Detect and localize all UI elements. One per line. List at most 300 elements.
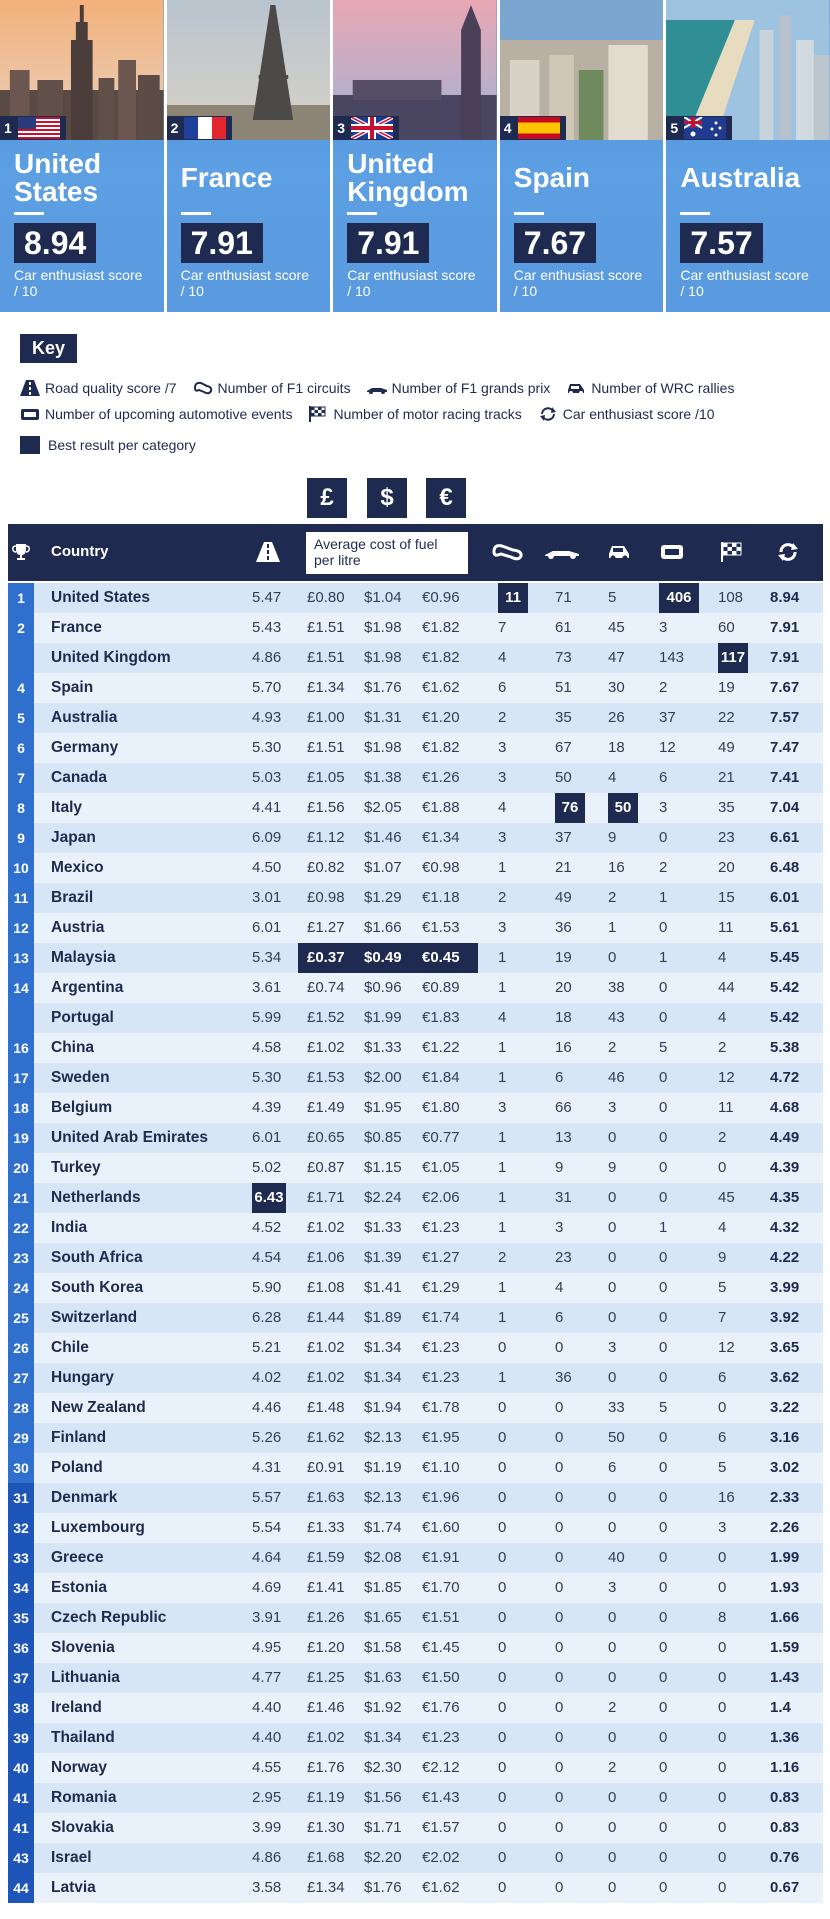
road-quality-cell: 4.50 [252,859,282,876]
tracks-cell: 108 [718,589,744,606]
fuel-eur-cell: €1.51 [422,1609,460,1626]
road-quality-cell: 4.31 [252,1459,282,1476]
f1-circuits-cell: 1 [498,1219,507,1236]
table-row [8,1333,823,1363]
score-cell: 0.83 [770,1789,800,1806]
fuel-gbp-cell: £1.02 [307,1339,345,1356]
country-cell: Chile [51,1339,89,1356]
score-cell: 3.62 [770,1369,800,1386]
pound-currency-label: £ [307,478,347,518]
wrc-rallies-cell: 2 [608,889,617,906]
road-quality-cell: 4.95 [252,1639,282,1656]
key-label: Number of F1 grands prix [391,380,551,396]
wrc-rallies-cell: 9 [608,829,617,846]
wrc-rallies-cell: 16 [608,859,625,876]
card-score-label: Car enthusiast score / 10 [680,267,809,299]
wrc-rallies-cell: 3 [608,1579,617,1596]
road-quality-cell: 4.58 [252,1039,282,1056]
f1-grands-prix-cell: 21 [555,859,572,876]
table-row [8,883,823,913]
tracks-cell: 6 [718,1429,727,1446]
wrc-rallies-cell: 0 [608,1519,617,1536]
fuel-usd-cell: $1.33 [364,1039,402,1056]
country-cell: Switzerland [51,1309,138,1326]
table-row [8,913,823,943]
events-cell: 0 [659,1819,668,1836]
tracks-cell: 20 [718,859,735,876]
wrc-rallies-cell: 6 [608,1459,617,1476]
fuel-eur-cell: €1.82 [422,619,460,636]
f1-grands-prix-cell: 31 [555,1189,572,1206]
wrc-rallies-cell: 2 [608,1759,617,1776]
f1-grands-prix-cell: 0 [555,1459,564,1476]
f1-grands-prix-cell: 0 [555,1729,564,1746]
fuel-eur-cell: €1.50 [422,1669,460,1686]
rank-cell: 30 [8,1453,34,1483]
card-united-states [0,0,164,312]
f1-circuits-cell: 0 [498,1759,507,1776]
fuel-eur-cell: €1.62 [422,679,460,696]
score-cell: 5.42 [770,979,800,996]
underline-divider [680,212,710,215]
fuel-eur-cell: €1.26 [422,769,460,786]
f1-circuits-cell: 1 [498,1279,507,1296]
wrc-rallies-cell: 4 [608,769,617,786]
fuel-eur-cell: €1.23 [422,1339,460,1356]
tracks-cell: 44 [718,979,735,996]
table-row [8,943,823,973]
key-label: Road quality score /7 [45,380,177,396]
wrc-rallies-cell: 0 [608,1489,617,1506]
tracks-cell: 23 [718,829,735,846]
fuel-gbp-cell: £1.51 [307,739,345,756]
country-cell: Brazil [51,889,94,906]
tracks-cell: 60 [718,619,735,636]
f1-circuits-cell: 2 [498,709,507,726]
tracks-cell: 0 [718,1729,727,1746]
table-row [8,793,823,823]
score-cell: 6.61 [770,829,800,846]
rank-number: 5 [670,120,679,136]
fuel-gbp-cell: £1.02 [307,1039,345,1056]
rank-cell: 39 [8,1723,34,1753]
country-cell: Canada [51,769,107,786]
f1-circuits-cell: 0 [498,1399,507,1416]
tracks-cell: 9 [718,1249,727,1266]
score-cell: 7.91 [770,649,800,666]
tracks-cell: 0 [718,1579,727,1596]
fuel-eur-cell: €0.89 [422,979,460,996]
score-cell: 0.67 [770,1879,800,1896]
road-quality-cell: 5.54 [252,1519,282,1536]
rank-cell: 24 [8,1273,34,1303]
tracks-cell: 35 [718,799,735,816]
fuel-usd-cell: $1.19 [364,1459,402,1476]
wrc-rallies-cell: 0 [608,1879,617,1896]
score-cell: 2.26 [770,1519,800,1536]
country-cell: France [51,619,102,636]
f1-circuits-cell: 0 [498,1819,507,1836]
score-cell: 4.72 [770,1069,800,1086]
key-item [538,406,715,422]
road-quality-cell: 4.93 [252,709,282,726]
rank-cell: 44 [8,1873,34,1903]
fuel-usd-cell: $1.07 [364,859,402,876]
rank-number: 2 [170,120,179,136]
underline-divider [347,212,377,215]
wrc-rallies-cell: 47 [608,649,625,666]
country-cell: Estonia [51,1579,107,1596]
fuel-gbp-cell: £1.53 [307,1069,345,1086]
fuel-usd-cell: $2.30 [364,1759,402,1776]
fuel-eur-cell: €1.88 [422,799,460,816]
fuel-eur-cell: €1.23 [422,1219,460,1236]
road-quality-cell: 4.46 [252,1399,282,1416]
score-cell: 3.22 [770,1399,800,1416]
table-row [8,853,823,883]
fuel-eur-cell: €1.96 [422,1489,460,1506]
key-item [20,406,292,422]
underline-divider [514,212,544,215]
fuel-usd-cell: $1.99 [364,1009,402,1026]
france-flag-icon [184,117,226,139]
f1-grands-prix-cell: 9 [555,1159,564,1176]
score-cell: 1.59 [770,1639,800,1656]
fuel-eur-cell: €2.06 [422,1189,460,1206]
events-cell: 0 [659,1489,668,1506]
f1-circuits-cell: 1 [498,859,507,876]
rank-cell: 41 [8,1813,34,1843]
rank-flag-badge [0,116,66,140]
key-row-3 [20,436,196,454]
events-icon [20,406,40,422]
refresh-icon [538,406,558,422]
table-row [8,823,823,853]
key-item [566,380,734,396]
fuel-eur-cell: €1.05 [422,1159,460,1176]
rank-cell: 25 [8,1303,34,1333]
fuel-usd-cell: $1.33 [364,1219,402,1236]
wrc-rallies-cell: 0 [608,1249,617,1266]
wrc-rallies-cell: 2 [608,1039,617,1056]
wrc-rallies-cell: 0 [608,1279,617,1296]
rank-cell: 23 [8,1243,34,1273]
road-quality-cell: 5.99 [252,1009,282,1026]
table-row [8,1663,823,1693]
table-row [8,1633,823,1663]
table-row [8,1843,823,1873]
fuel-usd-cell: $1.98 [364,619,402,636]
f1-circuits-cell: 1 [498,1309,507,1326]
chequered-flag-icon [720,542,744,562]
fuel-gbp-cell: £1.48 [307,1399,345,1416]
fuel-gbp-cell: £1.71 [307,1189,345,1206]
events-cell: 0 [659,1369,668,1386]
score-cell: 5.38 [770,1039,800,1056]
fuel-usd-cell: $1.38 [364,769,402,786]
tracks-cell: 12 [718,1339,735,1356]
card-country-name: United States [14,148,102,207]
rank-cell: 18 [8,1093,34,1123]
score-cell: 4.35 [770,1189,800,1206]
rank-cell: 14 [8,973,34,1003]
country-cell: Malaysia [51,949,116,966]
wrc-rallies-cell: 18 [608,739,625,756]
f1-grands-prix-cell: 6 [555,1309,564,1326]
card-score: 7.91 [347,223,429,263]
road-quality-cell: 5.21 [252,1339,282,1356]
card-score: 8.94 [14,223,96,263]
fuel-eur-cell: €1.34 [422,829,460,846]
country-cell: Czech Republic [51,1609,167,1626]
top-five-cards [0,0,830,312]
events-cell: 0 [659,829,668,846]
country-cell: Italy [51,799,83,816]
country-cell: Argentina [51,979,124,996]
fuel-gbp-cell: £1.30 [307,1819,345,1836]
fuel-gbp-cell: £1.25 [307,1669,345,1686]
tracks-cell: 5 [718,1279,727,1296]
rank-cell: 43 [8,1843,34,1873]
f1-circuits-cell: 3 [498,1099,507,1116]
f1-grands-prix-cell: 0 [555,1669,564,1686]
score-cell: 3.99 [770,1279,800,1296]
tracks-cell: 0 [718,1549,727,1566]
f1-grands-prix-cell: 50 [555,769,572,786]
f1-grands-prix-cell: 0 [555,1399,564,1416]
country-cell: India [51,1219,88,1236]
road-quality-cell: 3.61 [252,979,282,996]
fuel-usd-cell: $1.89 [364,1309,402,1326]
events-cell: 0 [659,1159,668,1176]
fuel-eur-cell: €1.80 [422,1099,460,1116]
f1-grands-prix-cell: 19 [555,949,572,966]
tracks-cell: 16 [718,1489,735,1506]
fuel-eur-cell: €1.70 [422,1579,460,1596]
wrc-rallies-cell: 3 [608,1339,617,1356]
tracks-cell: 49 [718,739,735,756]
road-quality-cell: 5.02 [252,1159,282,1176]
events-cell: 2 [659,859,668,876]
country-cell: Lithuania [51,1669,120,1686]
events-cell: 12 [659,739,676,756]
road-quality-cell: 4.52 [252,1219,282,1236]
table-row [8,1753,823,1783]
f1-grands-prix-cell: 0 [555,1879,564,1896]
fuel-usd-cell: $1.98 [364,739,402,756]
rank-cell: 12 [8,913,34,943]
table-row [8,1183,823,1213]
rank-cell: 11 [8,883,34,913]
road-quality-cell: 2.95 [252,1789,282,1806]
f1-circuits-cell: 11 [498,583,528,613]
table-row [8,973,823,1003]
score-cell: 3.92 [770,1309,800,1326]
score-cell: 4.68 [770,1099,800,1116]
road-quality-cell: 5.03 [252,769,282,786]
f1-grands-prix-cell: 0 [555,1609,564,1626]
key-label: Best result per category [48,437,196,453]
fuel-gbp-cell: £1.05 [307,769,345,786]
table-row [8,1123,823,1153]
f1-circuits-cell: 1 [498,1159,507,1176]
key-label: Number of upcoming automotive events [45,406,293,422]
road-quality-cell: 6.28 [252,1309,282,1326]
score-cell: 1.99 [770,1549,800,1566]
table-row [8,1513,823,1543]
card-country-name: United Kingdom [347,148,469,207]
road-quality-cell: 4.54 [252,1249,282,1266]
tracks-cell: 0 [718,1759,727,1776]
table-row [8,1273,823,1303]
country-cell: Luxembourg [51,1519,145,1536]
fuel-usd-cell: $2.13 [364,1489,402,1506]
table-row [8,1813,823,1843]
country-cell: Germany [51,739,119,756]
table-row [8,1603,823,1633]
f1-grands-prix-cell: 0 [555,1699,564,1716]
f1-grands-prix-cell: 18 [555,1009,572,1026]
country-cell: Thailand [51,1729,115,1746]
card-australia [666,0,830,312]
tracks-cell: 4 [718,949,727,966]
score-cell: 6.01 [770,889,800,906]
fuel-eur-cell: €0.77 [422,1129,460,1146]
events-cell: 6 [659,769,668,786]
table-row [8,583,823,613]
fuel-usd-cell: $2.20 [364,1849,402,1866]
wrc-rallies-cell: 0 [608,1729,617,1746]
road-quality-cell: 4.69 [252,1579,282,1596]
f1-grands-prix-cell: 35 [555,709,572,726]
fuel-usd-cell: $1.94 [364,1399,402,1416]
tracks-cell: 2 [718,1129,727,1146]
f1-circuits-cell: 0 [498,1459,507,1476]
rank-cell: 6 [8,733,34,763]
fuel-usd-cell: $2.24 [364,1189,402,1206]
fuel-gbp-cell: £1.34 [307,1879,345,1896]
rank-cell: 31 [8,1483,34,1513]
table-row [8,1093,823,1123]
card-spain [500,0,664,312]
road-icon [256,542,280,562]
fuel-gbp-cell: £1.08 [307,1279,345,1296]
score-cell: 3.65 [770,1339,800,1356]
f1-circuits-cell: 3 [498,739,507,756]
table-row [8,703,823,733]
table-row [8,613,823,643]
country-cell: China [51,1039,95,1056]
fuel-gbp-cell: £1.02 [307,1369,345,1386]
road-quality-cell: 3.58 [252,1879,282,1896]
score-cell: 5.42 [770,1009,800,1026]
rank-number: 3 [337,120,345,136]
table-row [8,1303,823,1333]
table-row [8,1033,823,1063]
f1-circuits-cell: 0 [498,1639,507,1656]
wrc-rallies-cell: 0 [608,1309,617,1326]
tracks-cell: 19 [718,679,735,696]
events-cell: 0 [659,1879,668,1896]
fuel-gbp-cell: £1.26 [307,1609,345,1626]
events-cell: 0 [659,1729,668,1746]
road-quality-cell: 4.02 [252,1369,282,1386]
f1-car-icon [545,542,579,562]
f1-grands-prix-cell: 67 [555,739,572,756]
wrc-rallies-cell: 40 [608,1549,625,1566]
table-row [8,1453,823,1483]
f1-circuits-cell: 4 [498,649,507,666]
card-score: 7.57 [680,223,762,263]
fuel-eur-cell: €2.12 [422,1759,460,1776]
fuel-gbp-cell: £0.37 [307,949,345,966]
card-score-label: Car enthusiast score / 10 [14,267,143,299]
rank-cell: 41 [8,1783,34,1813]
table-row [8,1393,823,1423]
f1-grands-prix-cell: 0 [555,1849,564,1866]
f1-circuits-cell: 1 [498,949,507,966]
fuel-gbp-cell: £1.00 [307,709,345,726]
fuel-usd-cell: $0.49 [364,949,402,966]
fuel-usd-cell: $1.58 [364,1639,402,1656]
country-cell: New Zealand [51,1399,146,1416]
table-row [8,643,823,673]
events-cell: 2 [659,679,668,696]
road-quality-cell: 6.09 [252,829,282,846]
rank-flag-badge [167,116,233,140]
country-cell: Poland [51,1459,103,1476]
rank-cell: 26 [8,1333,34,1363]
table-row [8,1003,823,1033]
underline-divider [181,212,211,215]
country-cell: Austria [51,919,105,936]
rank-cell: 35 [8,1603,34,1633]
fuel-gbp-cell: £1.56 [307,799,345,816]
f1-grands-prix-cell: 0 [555,1519,564,1536]
tracks-cell: 8 [718,1609,727,1626]
fuel-eur-cell: €1.20 [422,709,460,726]
score-cell: 1.93 [770,1579,800,1596]
rank-number: 1 [4,120,12,136]
f1-grands-prix-cell: 3 [555,1219,564,1236]
fuel-eur-cell: €1.27 [422,1249,460,1266]
rank-cell [8,1003,34,1033]
country-cell: Netherlands [51,1189,141,1206]
wrc-rallies-cell: 30 [608,679,625,696]
score-cell: 4.22 [770,1249,800,1266]
fuel-usd-cell: $1.29 [364,889,402,906]
country-cell: South Africa [51,1249,143,1266]
country-cell: Greece [51,1549,104,1566]
fuel-usd-cell: $1.34 [364,1729,402,1746]
rank-cell: 21 [8,1183,34,1213]
fuel-usd-cell: $1.74 [364,1519,402,1536]
events-cell: 0 [659,1249,668,1266]
road-quality-cell: 5.57 [252,1489,282,1506]
events-cell: 0 [659,1669,668,1686]
events-cell: 3 [659,799,668,816]
fuel-usd-cell: $1.34 [364,1369,402,1386]
wrc-rallies-cell: 45 [608,619,625,636]
key-row-1 [20,380,750,396]
events-cell: 0 [659,1519,668,1536]
rank-cell: 34 [8,1573,34,1603]
tracks-cell: 21 [718,769,735,786]
f1-grands-prix-cell: 0 [555,1639,564,1656]
tracks-cell: 22 [718,709,735,726]
f1-car-icon [367,380,387,396]
fuel-eur-cell: €0.45 [422,949,460,966]
